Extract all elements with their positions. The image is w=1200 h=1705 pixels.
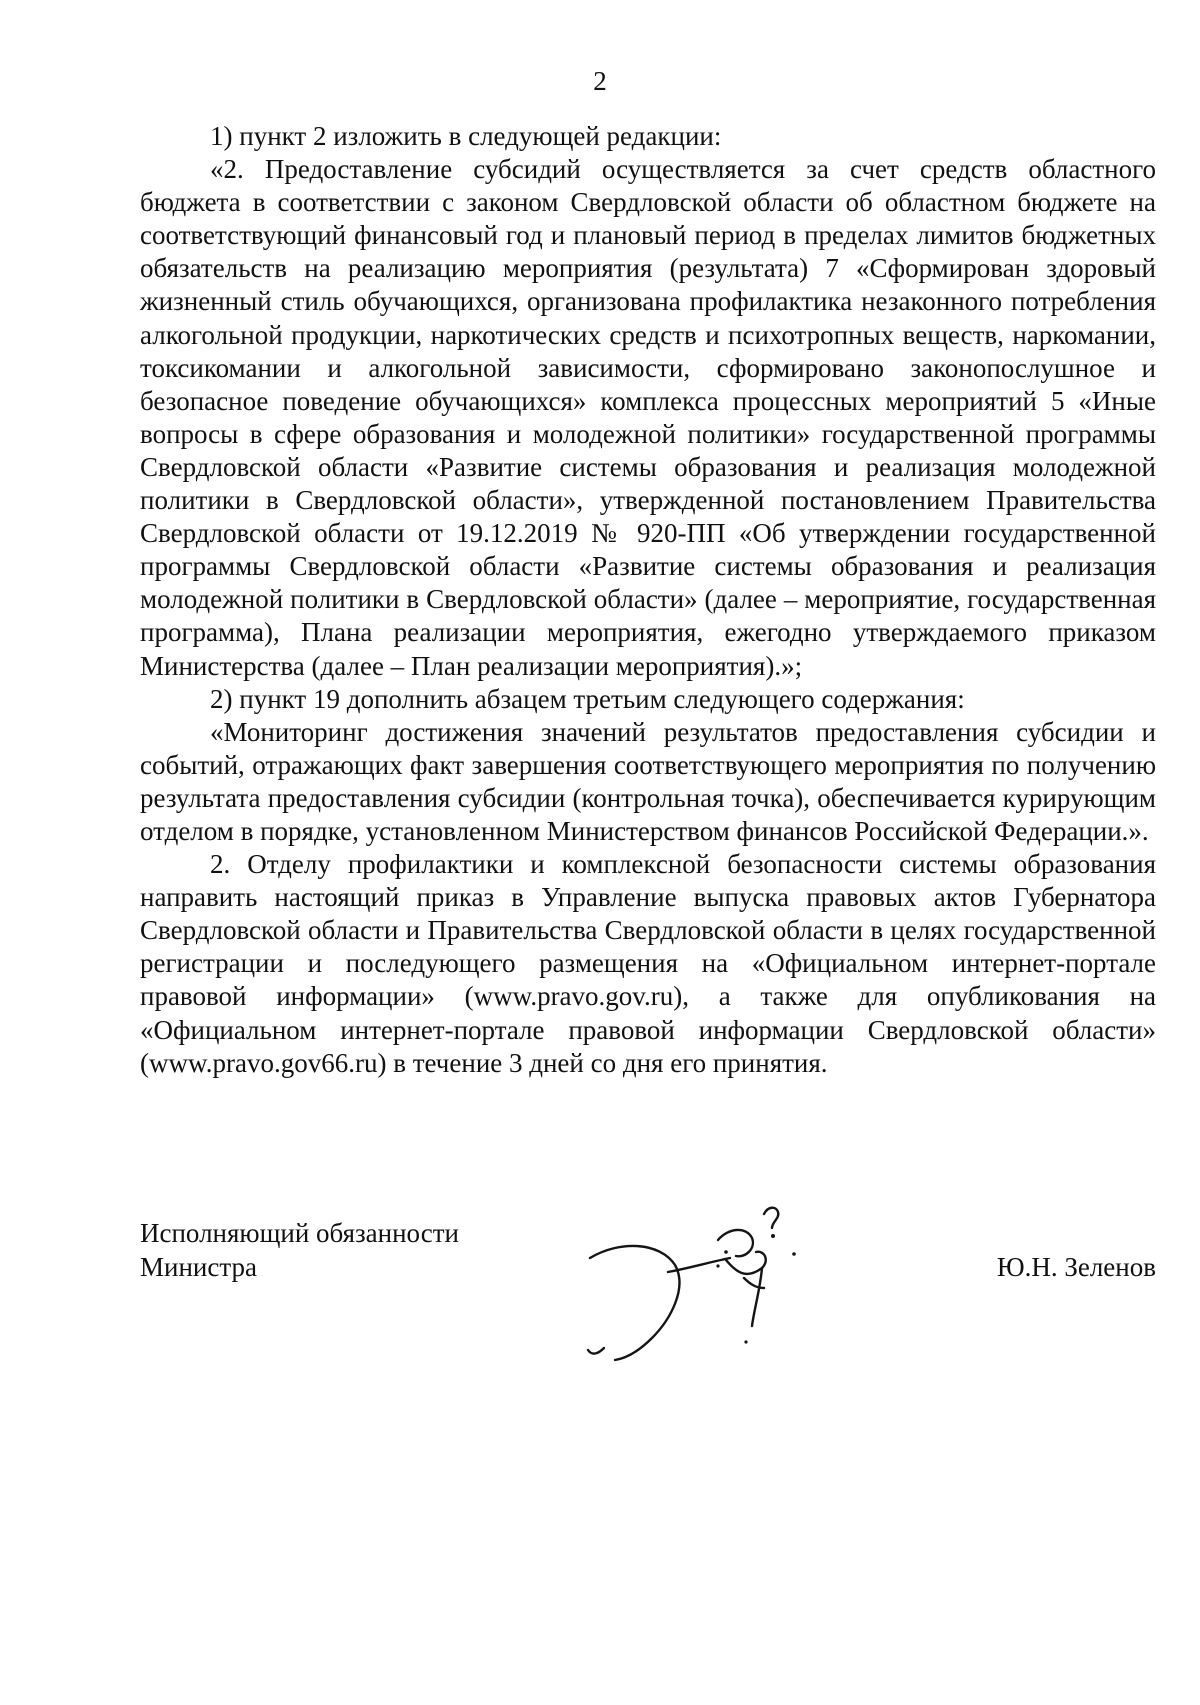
- paragraph-monitoring-text: «Мониторинг достижения значений результатов предоставления субсидии и событий, отражающих факт завершения соответствующего мероприятия по получению результата предоставления субсидии (контрольная точка), обеспечивается курирующим отделом в порядке, установленном Министерством финансов Российской Федерации.».: [140, 716, 1156, 846]
- signer-title: [140, 1216, 459, 1284]
- paragraph-item-1: 1) пункт 2 изложить в следующей редакции:: [210, 121, 722, 151]
- paragraph-clause-2-text: «2. Предоставление субсидий осуществляется за счет средств областного бюджета в соответствии с законом Свердловской области об областном бюджете на соответствующий финансовый год и плановый период в пределах лимитов бюджетных обязательств на реализацию мероприятия (результата) 7 «Сформирован здоровый жизненный стиль обучающихся, организована профилактика незаконного потребления алкогольной продукции, наркотических средств и психотропных веществ, наркомании, токсикомании и алкогольной зависимости, сформировано законопослушное и безопасное поведение обучающихся» комплекса процессных мероприятий 5 «Иные вопросы в сфере образования и молодежной политики» государственной программы Свердловской области «Развитие системы образования и реализация молодежной политики в Свердловской области», утвержденной постановлением Правительства Свердловской области от 19.12.2019 № 920-ПП «Об утверждении государственной программы Свердловской области «Развитие системы образования и реализация молодежной политики в Свердловской области» (далее – мероприятие, государственная программа), Плана реализации мероприятия, ежегодно утверждаемого приказом Министерства (далее – План реализации мероприятия).»;: [140, 154, 1156, 681]
- signer-name: Ю.Н. Зеленов: [996, 1252, 1156, 1282]
- handwritten-signature: [550, 1170, 810, 1366]
- paragraph-point-2: 2. Отделу профилактики и комплексной безопасности системы образования направить настоящий приказ в Управление выпуска правовых актов Губернатора Свердловской области и Правительства Свердловской области в целях государственной регистрации и последующего размещения на «Официальном интернет-портале правовой информации» (www.pravo.gov.ru), а также для опубликования на «Официальном интернет-портале правовой информации Свердловской области» (www.pravo.gov66.ru) в течение 3 дней со дня его принятия.: [140, 849, 1156, 1078]
- signer-title-line1: Исполняющий обязанности: [140, 1218, 459, 1248]
- signer-title-line2: Министра: [140, 1252, 257, 1282]
- document-body: [140, 120, 1156, 1080]
- page-number: 2: [593, 66, 607, 96]
- signature-block: [140, 1216, 1156, 1366]
- paragraph-item-2: 2) пункт 19 дополнить абзацем третьим следующего содержания:: [210, 683, 965, 714]
